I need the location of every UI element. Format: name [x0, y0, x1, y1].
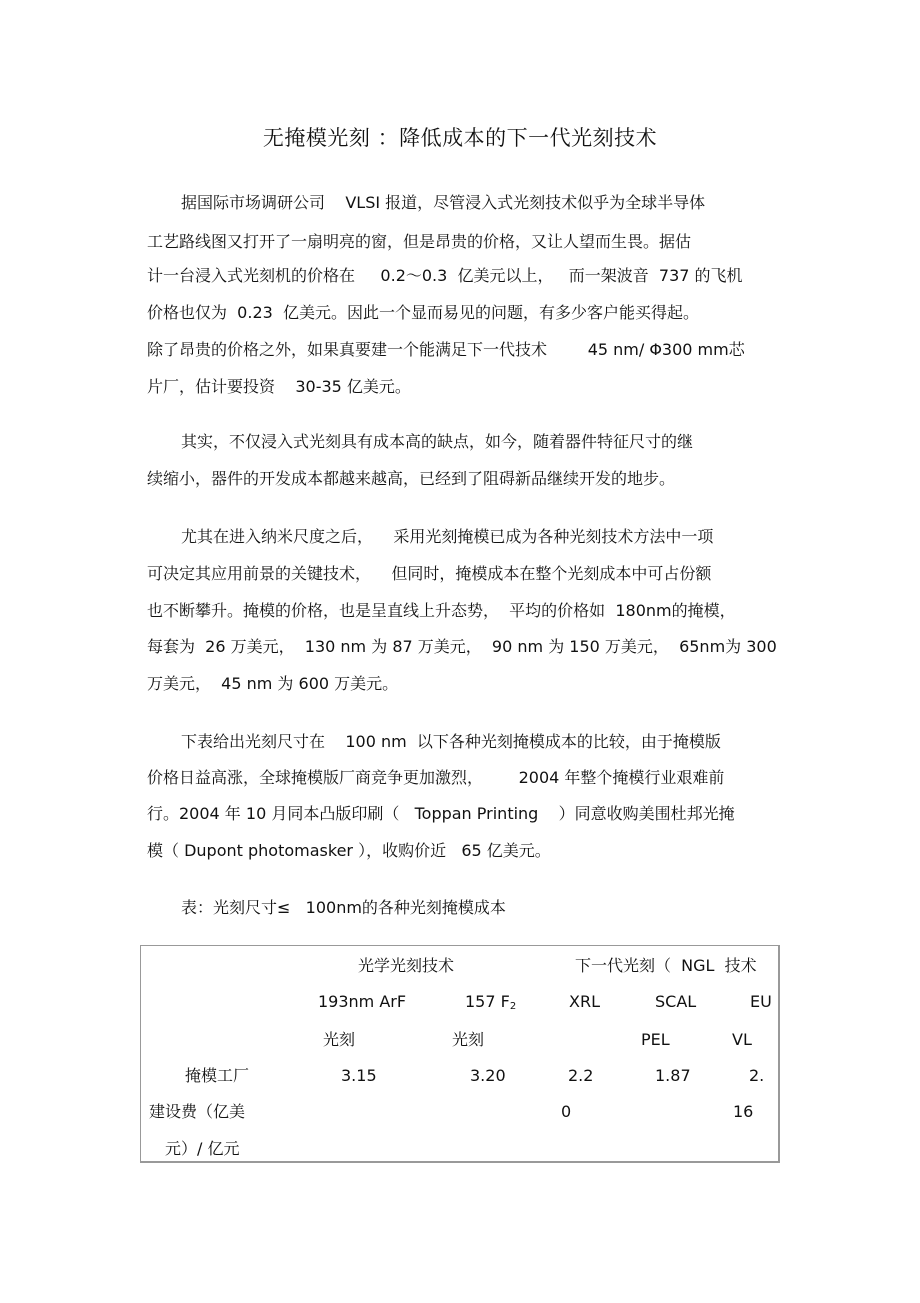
paragraph-line: 也不断攀升。掩模的价格，也是呈直线上升态势， 平均的价格如 180nm的掩模， — [147, 601, 736, 620]
header-optical-lithography: 光学光刻技术 — [358, 956, 455, 975]
row-label: 建设费（亿美 — [149, 1102, 246, 1121]
value-xrl-line2: 0 — [561, 1102, 572, 1121]
paragraph-line: 万美元， 45 nm 为 600 万美元。 — [147, 674, 399, 693]
col-scal-line2: PEL — [641, 1030, 670, 1049]
paragraph-line: 工艺路线图又打开了一扇明亮的窗，但是昂贵的价格，又让人望而生畏。据估 — [147, 232, 692, 251]
paragraph-line: 尤其在进入纳米尺度之后， 采用光刻掩模已成为各种光刻技术方法中一项 — [181, 527, 714, 546]
paragraph-line: 行。2004 年 10 月同本凸版印刷（ Toppan Printing ）同意收购美围杜邦光掩 — [147, 804, 735, 823]
value-xrl: 2.2 — [568, 1066, 594, 1085]
col-euvl-line2: VL — [732, 1030, 752, 1049]
value-scal: 1.87 — [655, 1066, 691, 1085]
value-euvl-line2: 16 — [733, 1102, 754, 1121]
paragraph-line: 可决定其应用前景的关键技术， 但同时，掩模成本在整个光刻成本中可占份额 — [147, 564, 712, 583]
paragraph-line: 片厂，估计要投资 30-35 亿美元。 — [147, 377, 411, 396]
col-xrl: XRL — [569, 992, 600, 1011]
col-arf-line2: 光刻 — [323, 1030, 356, 1049]
row-label: 掩模工厂 — [185, 1066, 250, 1085]
value-arf: 3.15 — [341, 1066, 377, 1085]
col-euvl: EU — [750, 992, 772, 1011]
paragraph-line: 据国际市场调研公司 VLSI 报道，尽管浸入式光刻技术似乎为全球半导体 — [181, 193, 706, 212]
value-f2: 3.20 — [470, 1066, 506, 1085]
col-scal: SCAL — [655, 992, 697, 1011]
paragraph-line: 价格也仅为 0.23 亿美元。因此一个显而易见的问题，有多少客户能买得起。 — [147, 303, 699, 322]
paragraph-line: 计一台浸入式光刻机的价格在 0.2～0.3 亿美元以上， 而一架波音 737 的飞机 — [147, 266, 743, 285]
col-f2: 157 $F_2$ — [465, 992, 517, 1012]
col-f2-line2: 光刻 — [452, 1030, 485, 1049]
table-caption: 表：光刻尺寸≤ 100nm的各种光刻掩模成本 — [181, 898, 506, 917]
row-label: 元）/ 亿元 — [165, 1139, 240, 1158]
header-ngl: 下一代光刻（ NGL 技术 — [575, 956, 757, 975]
page-title: 无掩模光刻 ：降低成本的下一代光刻技术 — [262, 126, 658, 150]
paragraph-line: 下表给出光刻尺寸在 100 nm 以下各种光刻掩模成本的比较，由于掩模版 — [181, 732, 721, 751]
paragraph-line: 其实，不仅浸入式光刻具有成本高的缺点，如今，随着器件特征尺寸的继 — [181, 432, 694, 451]
col-arf: 193nm ArF — [318, 992, 407, 1011]
paragraph-line: 模（ Dupont photomasker ），收购价近 65 亿美元。 — [147, 841, 551, 860]
paragraph-line: 价格日益高涨，全球掩模版厂商竞争更加激烈， 2004 年整个掩模行业艰难前 — [147, 768, 725, 787]
mask-cost-table — [140, 945, 780, 1163]
value-euvl: 2. — [749, 1066, 765, 1085]
paragraph-line: 除了昂贵的价格之外，如果真要建一个能满足下一代技术 45 nm/ Φ300 mm芯 — [147, 340, 745, 359]
paragraph-line: 每套为 26 万美元， 130 nm 为 87 万美元， 90 nm 为 150 万美元， 65nm为 300 — [147, 637, 777, 656]
paragraph-line: 续缩小，器件的开发成本都越来越高，已经到了阻碍新品继续开发的地步。 — [147, 469, 676, 488]
